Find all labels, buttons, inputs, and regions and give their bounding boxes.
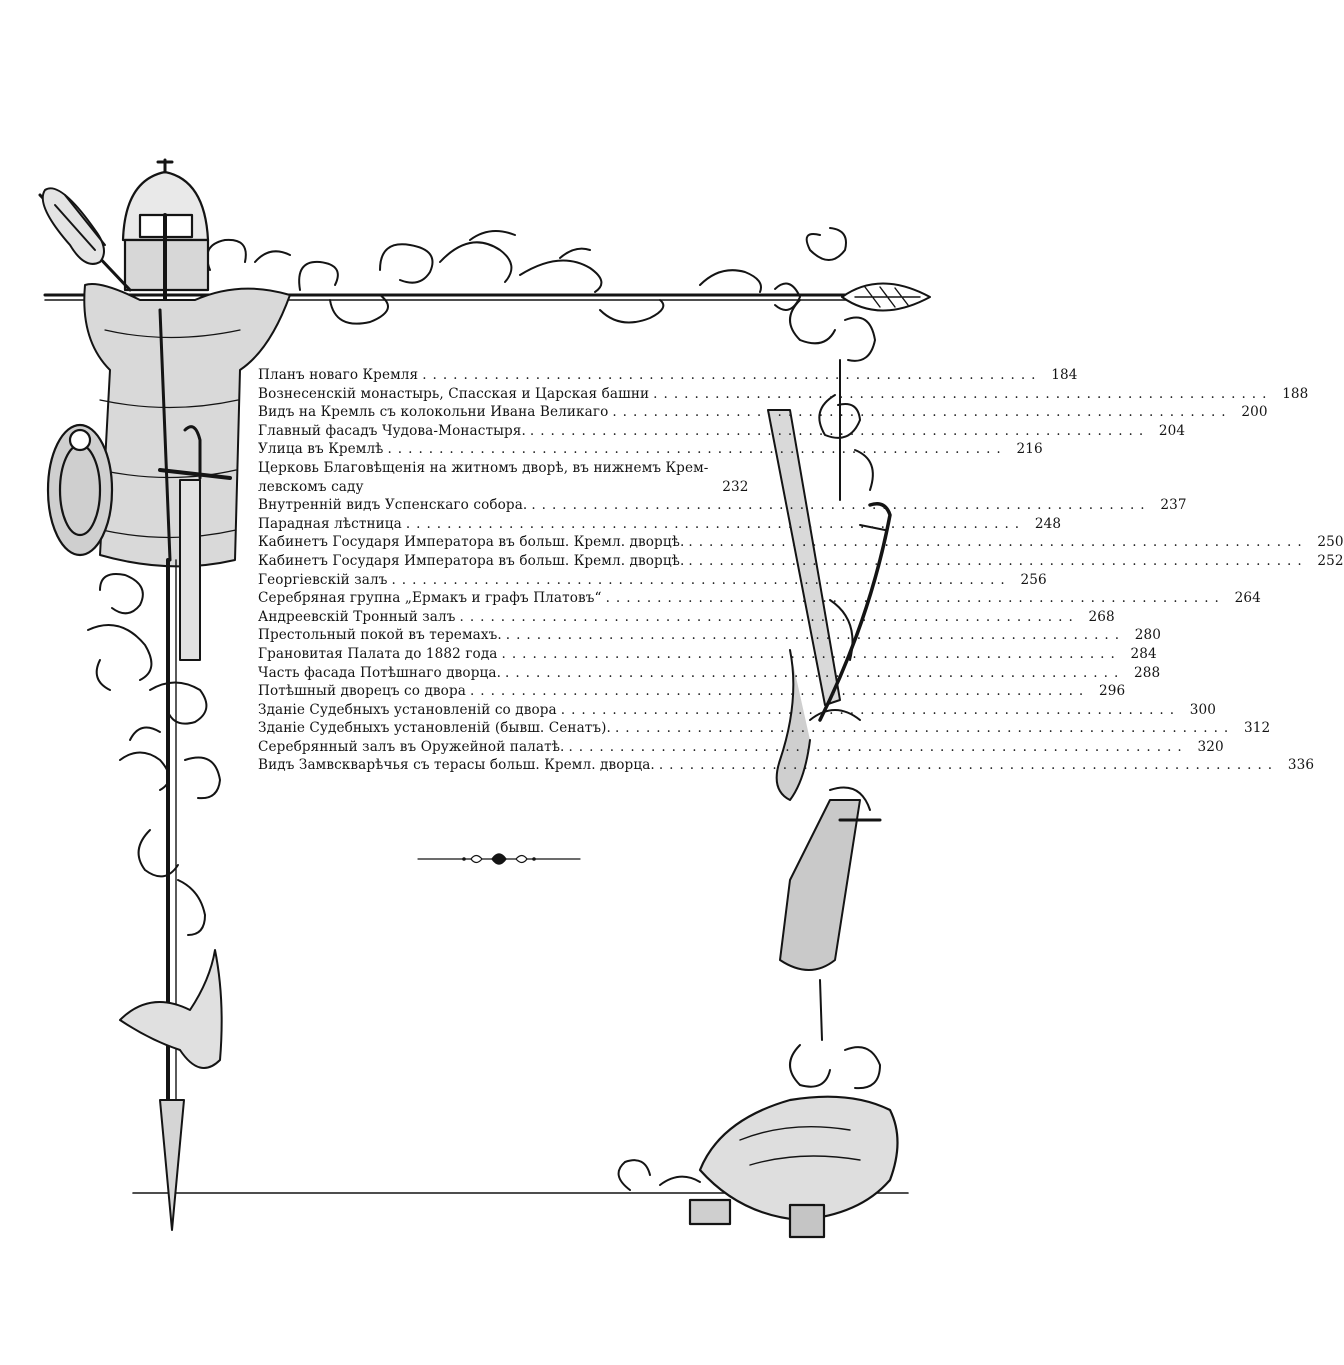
toc-entry-title-line: Видъ Замвскварѣчья съ терасы больш. Кремл. дворца.: [258, 757, 655, 774]
toc-entry-page: 264: [1234, 590, 1261, 607]
toc-entry: [258, 738, 1224, 757]
toc-entry: [258, 366, 1078, 385]
toc-entry-page: 288: [1134, 664, 1161, 681]
toc-entry-title: [258, 571, 387, 590]
toc-entry-page: 296: [1098, 683, 1126, 700]
toc-entry-page: 184: [1051, 367, 1078, 383]
toc-entry-title: [258, 440, 383, 459]
toc-entry-title: [258, 701, 557, 720]
toc-entry-title-line: Потѣшный дворецъ со двора: [258, 683, 466, 700]
toc-entry: [258, 756, 1315, 775]
toc-dot-leader: ............................................................: [653, 385, 1273, 402]
toc-entry-title: [258, 589, 602, 608]
toc-entry-title: [258, 533, 684, 552]
toc-entry-page: 336: [1287, 757, 1315, 774]
mace-icon: [40, 188, 130, 290]
toc-entry-page: 200: [1241, 404, 1268, 421]
halberd-icon: [120, 560, 222, 1230]
toc-dot-leader: ............................................................: [405, 515, 1026, 532]
toc-entry-page: 256: [1020, 571, 1047, 588]
toc-entry-page: 216: [1016, 441, 1043, 458]
toc-entry: [258, 496, 1187, 515]
toc-entry-page: 320: [1197, 738, 1224, 755]
toc-entry-title: [258, 552, 684, 571]
toc-entry-title: [258, 366, 418, 385]
toc-entry-title: [258, 626, 502, 645]
toc-entry-title-continuation: левскомъ саду: [258, 478, 364, 495]
helmet-icon: [123, 160, 208, 300]
toc-entry-title-line: Главный фасадъ Чудова-Монастыря.: [258, 422, 526, 439]
toc-entry-page: 188: [1282, 385, 1309, 402]
toc-entry: [258, 626, 1162, 645]
toc-entry: [258, 645, 1157, 664]
toc-entry: [258, 533, 1344, 552]
toc-entry: [258, 459, 749, 496]
toc-entry-title: [258, 738, 564, 757]
toc-dot-leader: ............................................................: [614, 720, 1235, 737]
toc-dot-leader: ............................................................: [688, 552, 1308, 569]
toc-entry: [258, 385, 1309, 404]
toc-entry-page: 204: [1158, 422, 1186, 439]
toc-entry-title-line: Часть фасада Потѣшнаго дворца.: [258, 664, 501, 681]
toc-dot-leader: ............................................................: [658, 757, 1279, 774]
toc-entry-title: [258, 756, 655, 775]
toc-entry-title: [258, 496, 527, 515]
toc-entry-title-line: Парадная лѣстница: [258, 515, 402, 532]
toc-entry-title-line: Престольный покой въ теремахъ.: [258, 627, 502, 644]
toc-entry: [258, 608, 1115, 627]
toc-entry-title: [258, 403, 608, 422]
toc-dot-leader: ............................................................: [688, 534, 1308, 551]
toc-entry-title-line: Кабинетъ Государя Императора въ больш. Кремл. дворцѣ.: [258, 552, 685, 569]
toc-dot-leader: ............................................................: [387, 441, 1007, 458]
toc-dot-leader: ............................................................: [568, 738, 1188, 755]
toc-dot-leader: ............................................................: [422, 367, 1042, 383]
toc-entry-title: [258, 645, 498, 664]
toc-entry-title-line: Церковь Благовѣщенія на житномъ дворѣ, въ нижнемъ Крем-: [258, 459, 709, 476]
toc-entry-page: 232: [722, 478, 749, 495]
toc-entry-title: [258, 719, 611, 738]
toc-entry-title-line: Зданіе Судебныхъ установленій (бывш. Сенатъ).: [258, 720, 611, 737]
toc-entry: [258, 682, 1126, 701]
toc-entry: [258, 571, 1047, 590]
toc-entry: [258, 664, 1161, 683]
toc-entry-page: 312: [1244, 720, 1271, 737]
toc-entry-page: 300: [1189, 701, 1217, 718]
toc-entry-title-line: Серебрянный залъ въ Оружейной палатѣ.: [258, 738, 565, 755]
toc-entry-title-line: Внутренній видъ Успенскаго собора.: [258, 497, 528, 514]
toc-dot-leader: ............................................................: [612, 404, 1232, 421]
toc-entry-page: 252: [1317, 552, 1344, 569]
toc-entry: [258, 515, 1062, 534]
toc-entry: [258, 552, 1344, 571]
toc-entry-title-line: Георгіевскій залъ: [258, 571, 388, 588]
toc-entry-title-line: Андреевскій Тронный залъ: [258, 608, 456, 625]
toc-entry-title: [258, 682, 466, 701]
toc-dot-leader: ............................................................: [560, 701, 1181, 718]
toc-entry-page: 237: [1160, 497, 1187, 514]
toc-dot-leader: ............................................................: [605, 590, 1225, 607]
saddle-icon: [690, 1097, 898, 1237]
toc-entry-title: [258, 515, 402, 534]
toc-entry: [258, 403, 1268, 422]
toc-entry: [258, 701, 1217, 720]
toc-entry-title-line: Грановитая Палата до 1882 года: [258, 645, 498, 662]
toc-entry-title-line: Кабинетъ Государя Императора въ больш. Кремл. дворцѣ.: [258, 534, 685, 551]
toc-entry-page: 280: [1134, 627, 1162, 644]
toc-dot-leader: ............................................................: [505, 627, 1126, 644]
toc-entry-title: [258, 459, 708, 496]
toc-entry-page: 284: [1130, 645, 1157, 662]
toc-dot-leader: ............................................................: [529, 422, 1150, 439]
toc-entry-title: [258, 608, 456, 627]
toc-entry-title-line: Зданіе Судебныхъ установленій со двора: [258, 701, 557, 718]
toc-entry-title-line: Вознесенскій монастырь, Спасская и Царская башни: [258, 385, 650, 402]
toc-entry-page: 268: [1088, 608, 1115, 625]
toc-entry-title: [258, 422, 526, 441]
toc-dot-leader: ............................................................: [505, 664, 1125, 681]
toc-entry-title: [258, 385, 649, 404]
toc-entry-page: 248: [1034, 515, 1062, 532]
toc-entry-page: 250: [1317, 534, 1344, 551]
toc-entry-title-line: Улица въ Кремлѣ: [258, 441, 384, 458]
toc-entry: [258, 589, 1261, 608]
toc-dot-leader: ............................................................: [459, 608, 1079, 625]
shield-icon: [48, 425, 112, 555]
scroll-ornament-icon: [207, 231, 761, 324]
toc-dot-leader: ............................................................: [391, 571, 1011, 588]
toc-entry-title-line: Видъ на Кремль съ колокольни Ивана Великаго: [258, 404, 609, 421]
toc-entry-title-line: Серебряная групна „Ермакъ и графъ Платовъ“: [258, 590, 602, 607]
toc-entry: [258, 422, 1186, 441]
toc-dot-leader: ............................................................: [469, 683, 1090, 700]
table-of-contents: [258, 366, 1344, 775]
toc-entry: [258, 440, 1043, 459]
divider-ornament-icon: [416, 848, 582, 870]
toc-entry: [258, 719, 1271, 738]
toc-entry-title-line: Планъ новаго Кремля: [258, 367, 419, 383]
toc-dot-leader: ............................................................: [501, 645, 1121, 662]
toc-entry-title: [258, 664, 501, 683]
toc-dot-leader: ............................................................: [531, 497, 1151, 514]
